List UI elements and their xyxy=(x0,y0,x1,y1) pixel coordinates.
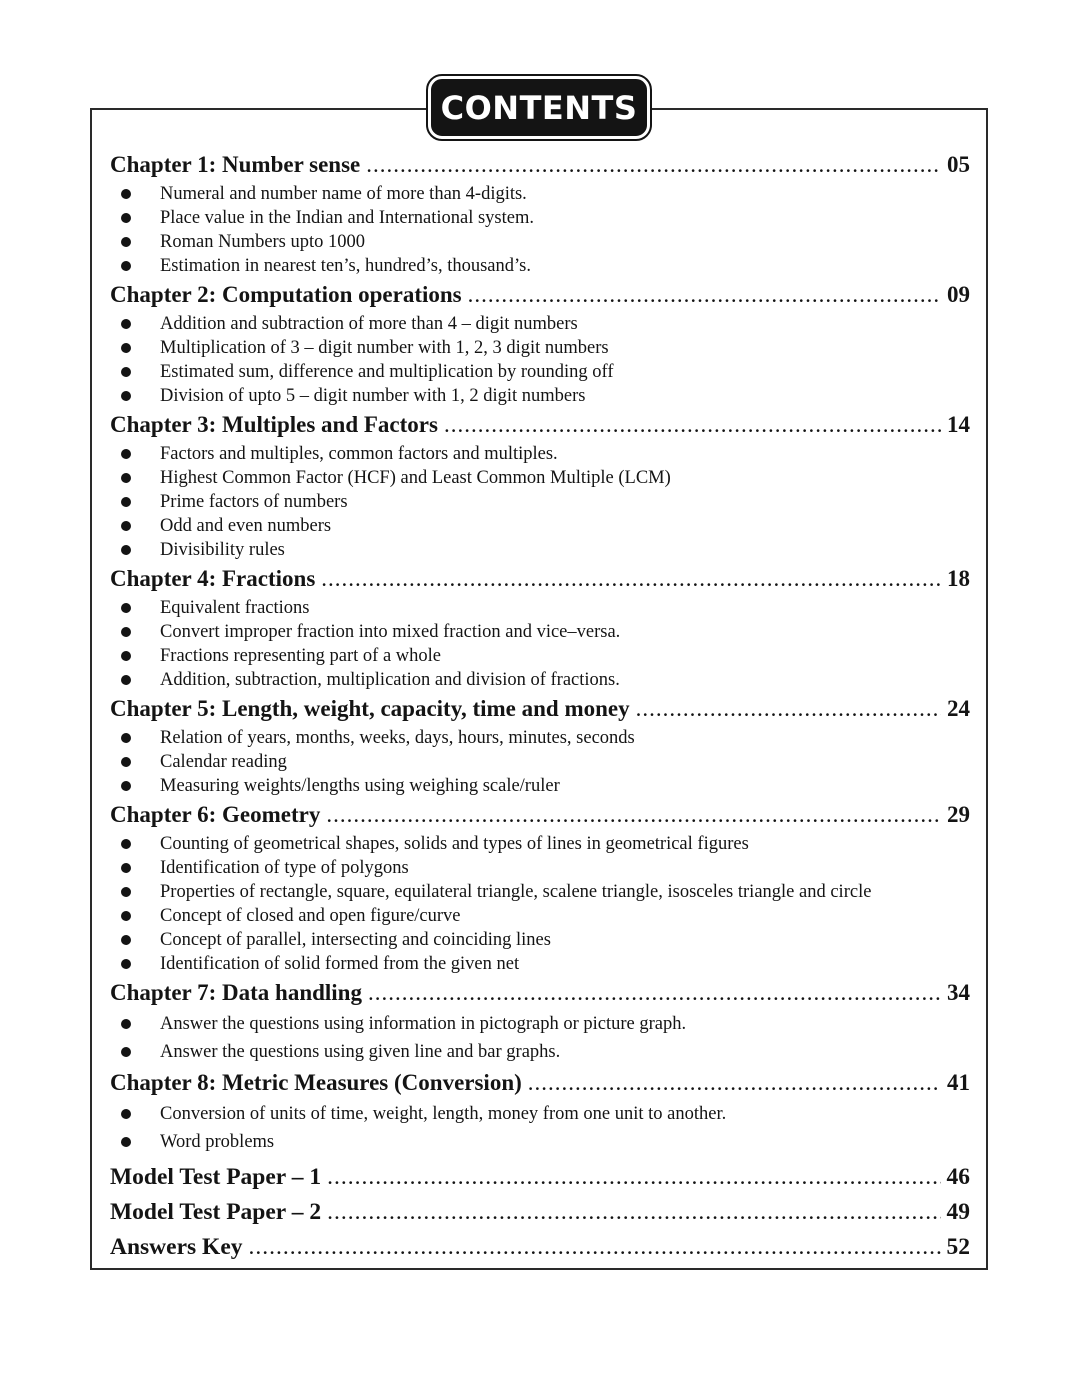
topic-item: Convert improper fraction into mixed fraction and vice–versa. xyxy=(110,620,970,644)
bullet-icon xyxy=(121,733,131,743)
toc-entry-chapter-6[interactable] xyxy=(110,798,970,832)
page-number: 09 xyxy=(947,282,970,307)
topic-item: Estimation in nearest ten’s, hundred’s, thousand’s. xyxy=(110,254,970,278)
topic-list-chapter-8 xyxy=(110,1100,970,1156)
bullet-icon xyxy=(121,959,131,969)
page-number: 14 xyxy=(947,412,970,437)
topic-item: Concept of parallel, intersecting and coinciding lines xyxy=(110,928,970,952)
page-number: 18 xyxy=(947,566,970,591)
topic-item: Factors and multiples, common factors and multiples. xyxy=(110,442,970,466)
topic-list-chapter-5 xyxy=(110,726,970,798)
dot-leader xyxy=(327,1160,940,1195)
bullet-icon xyxy=(121,1109,131,1119)
dot-leader xyxy=(321,562,941,596)
page-number: 05 xyxy=(947,152,970,177)
bullet-icon xyxy=(121,343,131,353)
bullet-icon xyxy=(121,1019,131,1029)
bullet-icon xyxy=(121,189,131,199)
bullet-icon xyxy=(121,367,131,377)
bullet-icon xyxy=(121,757,131,767)
topic-item: Relation of years, months, weeks, days, hours, minutes, seconds xyxy=(110,726,970,750)
bullet-icon xyxy=(121,449,131,459)
toc-entry-model-test-paper-2[interactable] xyxy=(110,1195,970,1230)
topic-item: Equivalent fractions xyxy=(110,596,970,620)
table-of-contents xyxy=(110,148,970,1265)
bullet-icon xyxy=(121,1047,131,1057)
chapter-title: Chapter 6: Geometry xyxy=(110,802,321,827)
dot-leader xyxy=(468,278,941,312)
page-number: 29 xyxy=(947,802,970,827)
topic-list-chapter-1 xyxy=(110,182,970,278)
topic-list-chapter-3 xyxy=(110,442,970,562)
bullet-icon xyxy=(121,237,131,247)
dot-leader xyxy=(249,1230,941,1265)
entry-title: Model Test Paper – 1 xyxy=(110,1164,322,1190)
dot-leader xyxy=(528,1066,941,1100)
page-number: 46 xyxy=(946,1164,970,1190)
toc-entry-chapter-1[interactable] xyxy=(110,148,970,182)
topic-item: Conversion of units of time, weight, length, money from one unit to another. xyxy=(110,1100,970,1128)
topic-item: Answer the questions using given line and bar graphs. xyxy=(110,1038,970,1066)
dot-leader xyxy=(326,798,941,832)
topic-item: Word problems xyxy=(110,1128,970,1156)
topic-item: Addition, subtraction, multiplication and division of fractions. xyxy=(110,668,970,692)
dot-leader xyxy=(327,1195,940,1230)
chapter-title: Chapter 4: Fractions xyxy=(110,566,316,591)
toc-entry-answers-key[interactable] xyxy=(110,1230,970,1265)
chapter-title: Chapter 7: Data handling xyxy=(110,980,362,1005)
bullet-icon xyxy=(121,391,131,401)
topic-item: Identification of solid formed from the given net xyxy=(110,952,970,976)
topic-item: Prime factors of numbers xyxy=(110,490,970,514)
dot-leader xyxy=(368,976,941,1010)
topic-item: Answer the questions using information in pictograph or picture graph. xyxy=(110,1010,970,1038)
topic-list-chapter-4 xyxy=(110,596,970,692)
topic-item: Properties of rectangle, square, equilateral triangle, scalene triangle, isosceles triangle and circle xyxy=(110,880,970,904)
toc-entry-chapter-4[interactable] xyxy=(110,562,970,596)
topic-item: Highest Common Factor (HCF) and Least Common Multiple (LCM) xyxy=(110,466,970,490)
dot-leader xyxy=(636,692,941,726)
topic-item: Numeral and number name of more than 4-digits. xyxy=(110,182,970,206)
bullet-icon xyxy=(121,839,131,849)
bullet-icon xyxy=(121,627,131,637)
topic-item: Divisibility rules xyxy=(110,538,970,562)
bullet-icon xyxy=(121,497,131,507)
page-number: 34 xyxy=(947,980,970,1005)
topic-item: Calendar reading xyxy=(110,750,970,774)
dot-leader xyxy=(366,148,941,182)
bullet-icon xyxy=(121,911,131,921)
bullet-icon xyxy=(121,213,131,223)
bullet-icon xyxy=(121,935,131,945)
toc-entry-model-test-paper-1[interactable] xyxy=(110,1160,970,1195)
topic-item: Measuring weights/lengths using weighing scale/ruler xyxy=(110,774,970,798)
topic-item: Multiplication of 3 – digit number with 1, 2, 3 digit numbers xyxy=(110,336,970,360)
bullet-icon xyxy=(121,651,131,661)
topic-item: Estimated sum, difference and multiplication by rounding off xyxy=(110,360,970,384)
chapter-title: Chapter 8: Metric Measures (Conversion) xyxy=(110,1070,522,1095)
topic-item: Division of upto 5 – digit number with 1, 2 digit numbers xyxy=(110,384,970,408)
toc-entry-chapter-7[interactable] xyxy=(110,976,970,1010)
toc-entry-chapter-5[interactable] xyxy=(110,692,970,726)
bullet-icon xyxy=(121,319,131,329)
topic-item: Addition and subtraction of more than 4 – digit numbers xyxy=(110,312,970,336)
bullet-icon xyxy=(121,473,131,483)
bullet-icon xyxy=(121,781,131,791)
topic-item: Identification of type of polygons xyxy=(110,856,970,880)
topic-item: Roman Numbers upto 1000 xyxy=(110,230,970,254)
bullet-icon xyxy=(121,261,131,271)
topic-list-chapter-7 xyxy=(110,1010,970,1066)
topic-item: Fractions representing part of a whole xyxy=(110,644,970,668)
page-number: 52 xyxy=(946,1234,970,1260)
page-number: 24 xyxy=(947,696,970,721)
chapter-title: Chapter 5: Length, weight, capacity, time and money xyxy=(110,696,630,721)
topic-item: Place value in the Indian and International system. xyxy=(110,206,970,230)
chapter-title: Chapter 3: Multiples and Factors xyxy=(110,412,438,437)
entry-title: Model Test Paper – 2 xyxy=(110,1199,322,1225)
toc-entry-chapter-2[interactable] xyxy=(110,278,970,312)
chapter-title: Chapter 2: Computation operations xyxy=(110,282,462,307)
entry-title: Answers Key xyxy=(110,1234,243,1260)
topic-item: Odd and even numbers xyxy=(110,514,970,538)
bullet-icon xyxy=(121,863,131,873)
topic-list-chapter-2 xyxy=(110,312,970,408)
topic-list-chapter-6 xyxy=(110,832,970,976)
page-number: 41 xyxy=(947,1070,970,1095)
bullet-icon xyxy=(121,521,131,531)
page-number: 49 xyxy=(946,1199,970,1225)
dot-leader xyxy=(444,408,941,442)
bullet-icon xyxy=(121,675,131,685)
bullet-icon xyxy=(121,603,131,613)
contents-title: CONTENTS xyxy=(428,76,650,139)
toc-entry-chapter-8[interactable] xyxy=(110,1066,970,1100)
bullet-icon xyxy=(121,1137,131,1147)
topic-item: Counting of geometrical shapes, solids and types of lines in geometrical figures xyxy=(110,832,970,856)
chapter-title: Chapter 1: Number sense xyxy=(110,152,361,177)
bullet-icon xyxy=(121,887,131,897)
toc-entry-chapter-3[interactable] xyxy=(110,408,970,442)
bullet-icon xyxy=(121,545,131,555)
topic-item: Concept of closed and open figure/curve xyxy=(110,904,970,928)
